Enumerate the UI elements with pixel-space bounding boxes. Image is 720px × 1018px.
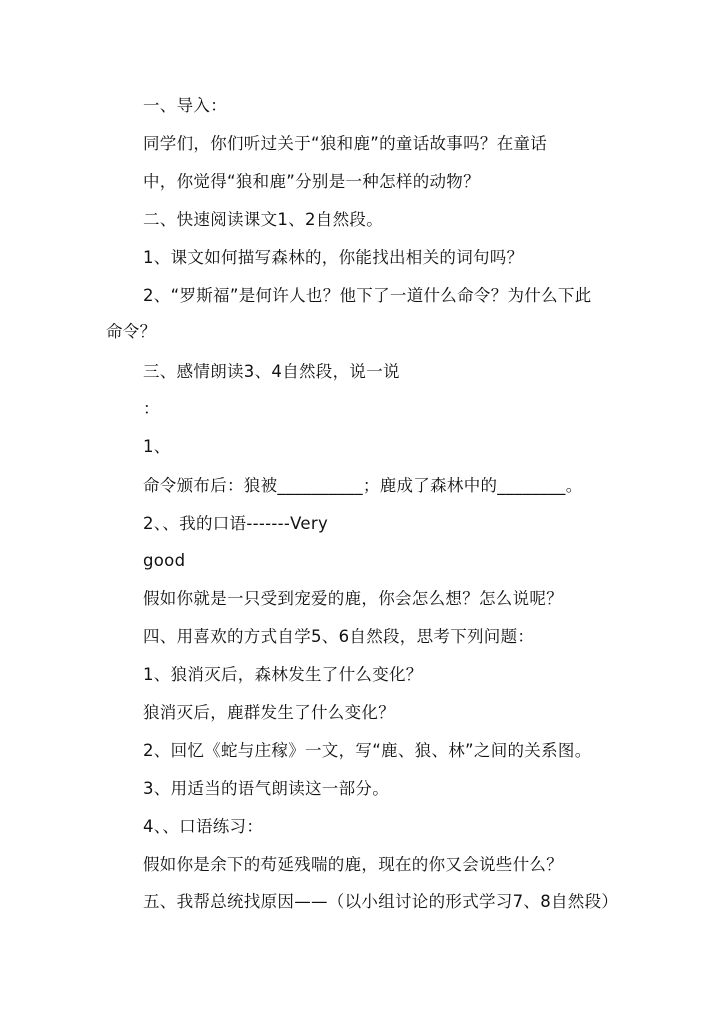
section-heading-emotional: 三、感情朗读3、4自然段，说一说 [143,362,400,381]
task-line: 2、回忆《蛇与庄稼》一文，写“鹿、狼、林”之间的关系图。 [143,741,592,760]
prompt-line: 假如你是余下的苟延残喘的鹿，现在的你又会说些什么？ [143,855,563,874]
task-line: 4、、口语练习： [143,817,264,836]
question-line: 狼消灭后，鹿群发生了什么变化？ [143,703,395,722]
question-line: 1、狼消灭后，森林发生了什么变化？ [143,665,423,684]
question-line-continued: 命令？ [106,322,157,341]
prompt-line: 假如你就是一只受到宠爱的鹿，你会怎么想？怎么说呢？ [143,589,563,608]
item-number-line: 1、 [143,437,171,456]
question-line: 1、课文如何描写森林的，你能找出相关的词句吗？ [143,248,524,267]
section-heading-causes: 五、我帮总统找原因——（以小组讨论的形式学习7、8自然段） [143,892,619,911]
oral-practice-line: 2、、我的口语-------Very [143,514,329,533]
section-heading-self-study: 四、用喜欢的方式自学5、6自然段，思考下列问题： [143,627,535,646]
fill-in-blank-line: 命令颁布后：狼被__________；鹿成了森林中的________。 [143,476,583,495]
section-heading-intro: 一、导入： [143,96,227,115]
paragraph-line: 中，你觉得“狼和鹿”分别是一种怎样的动物？ [143,172,480,191]
paragraph-line: 同学们，你们听过关于“狼和鹿”的童话故事吗？在童话 [143,134,548,153]
colon-line: ： [143,399,160,418]
task-line: 3、用适当的语气朗读这一部分。 [143,779,389,798]
section-heading-reading: 二、快速阅读课文1、2自然段。 [143,210,383,229]
question-line: 2、“罗斯福”是何许人也？他下了一道什么命令？为什么下此 [143,286,592,305]
word-line: good [143,551,186,570]
